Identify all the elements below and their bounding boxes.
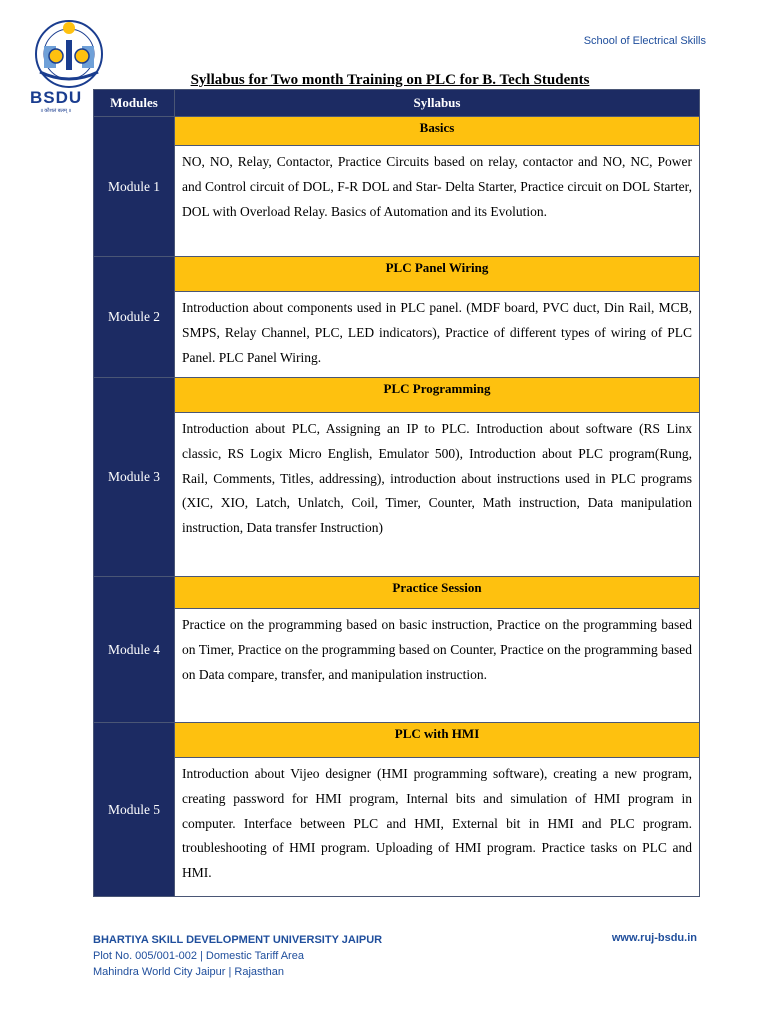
module-label: Module 5 — [94, 723, 175, 897]
module-content: NO, NO, Relay, Contactor, Practice Circuits based on relay, contactor and NO, NC, Power and Control circuit of DOL, F-R DOL and Star- Delta Starter, Practice circuit on DOL Starter, DOL with Overload Relay. Basics of Automation and its Evolution. — [175, 146, 700, 257]
footer-address — [93, 932, 382, 980]
module-content: Introduction about components used in PLC panel. (MDF board, PVC duct, Din Rail, MCB, SMPS, Relay Channel, PLC, LED indicators), Practice of different types of wiring of PLC Panel. PLC Panel Wiring. — [175, 292, 700, 378]
table-row — [94, 378, 700, 413]
syllabus-table — [93, 89, 700, 897]
module-content: Introduction about Vijeo designer (HMI programming software), creating a new program, creating password for HMI program, Internal bits and simulation of HMI program in computer. Interface between PLC and HMI, External bit in HMI and PLC program. troubleshooting of HMI program. Uploading of HMI program. Practice tasks on PLC and HMI. — [175, 758, 700, 897]
module-label: Module 2 — [94, 257, 175, 378]
table-row — [94, 292, 700, 378]
header-modules: Modules — [94, 90, 175, 117]
module-topic: Practice Session — [175, 577, 700, 609]
footer-website-link[interactable]: www.ruj-bsdu.in — [611, 932, 697, 944]
footer-address-line1: Plot No. 005/001-002 | Domestic Tariff Area — [93, 950, 304, 962]
school-name: School of Electrical Skills — [583, 35, 706, 47]
table-row — [94, 577, 700, 609]
table-row — [94, 609, 700, 723]
module-topic: PLC with HMI — [175, 723, 700, 758]
footer-address-line2: Mahindra World City Jaipur | Rajasthan — [93, 966, 284, 978]
header-syllabus: Syllabus — [175, 90, 700, 117]
logo-text: BSDU — [30, 88, 83, 107]
module-topic: PLC Programming — [175, 378, 700, 413]
module-label: Module 4 — [94, 577, 175, 723]
logo-tagline: ॥ कौशलं बलम् ॥ — [40, 108, 72, 114]
module-topic: Basics — [175, 117, 700, 146]
module-content: Practice on the programming based on basic instruction, Practice on the programming based on Timer, Practice on the programming based on Counter, Practice on the programming based on Data compare, transfer, and manipulation instruction. — [175, 609, 700, 723]
module-label: Module 3 — [94, 378, 175, 577]
module-topic: PLC Panel Wiring — [175, 257, 700, 292]
table-row — [94, 146, 700, 257]
table-row — [94, 413, 700, 577]
module-content: Introduction about PLC, Assigning an IP to PLC. Introduction about software (RS Linx classic, RS Logix Micro English, Emulator 500), Introduction about PLC program(Rung, Rail, Comments, Titles, addressing), introduction about instructions used in PLC programs (XIC, XIO, Latch, Unlatch, Coil, Timer, Counter, Math instruction, Data manipulation instruction, Data transfer Instruction) — [175, 413, 700, 577]
table-header-row — [94, 90, 700, 117]
table-row — [94, 723, 700, 758]
footer-university: BHARTIYA SKILL DEVELOPMENT UNIVERSITY JAIPUR — [93, 934, 383, 946]
table-row — [94, 257, 700, 292]
module-label: Module 1 — [94, 117, 175, 257]
page-title: Syllabus for Two month Training on PLC for B. Tech Students — [190, 72, 590, 88]
table-row — [94, 758, 700, 897]
table-row — [94, 117, 700, 146]
